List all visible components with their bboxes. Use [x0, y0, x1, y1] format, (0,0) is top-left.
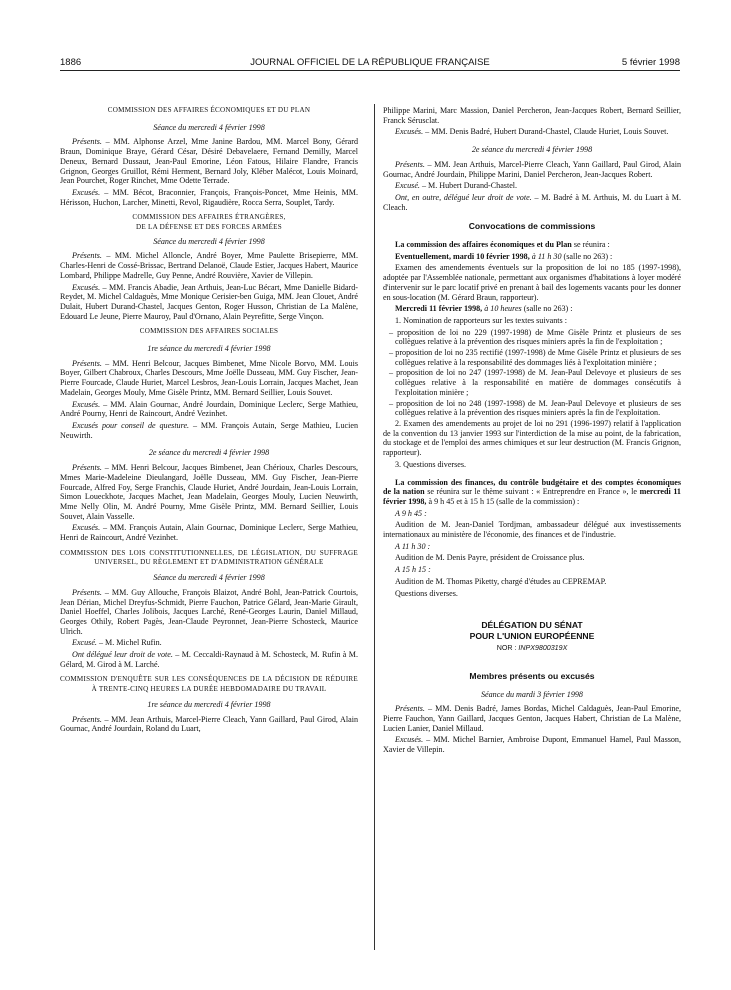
hearing-paragraph: Audition de M. Thomas Piketty, chargé d'études au CEPREMAP. [395, 576, 607, 586]
agenda-list [383, 328, 681, 418]
present-paragraph: Présents. – MM. Jean Arthuis, Marcel-Pierre Cleach, Yann Gaillard, Paul Girod, Alain Gournac, André Jourdain, Roland du Luart, [60, 714, 358, 734]
present-paragraph: Présents. – MM. Guy Allouche, François Blaizot, André Bohl, Jean-Patrick Courtois, Jean Dérian, Michel Dreyfus-Schmidt, Pierre Fauchon, Patrice Gélard, Jean-Marie Girault, Daniel Hoeffel, Charles Jolibois, Jacques Larché, René-Georges Laurin, Daniel Millaud, Georges Othily, Robert Pagès, Jean-Claude Peyronnet, Jean-Pierre Schosteck, Maurice Ulrich. [60, 587, 358, 636]
hearing-paragraph: Audition de M. Jean-Daniel Tordjman, ambassadeur délégué aux investissements internationaux au ministère de l'économie, des finances et de l'industrie. [383, 520, 681, 540]
excused-paragraph: Excusés. – MM. Bécot, Braconnier, François, François-Poncet, Mme Heinis, MM. Hérisson, Huchon, Larcher, Minetti, Revol, Rigaudière, Rocca Serra, Souplet, Tardy. [60, 187, 358, 207]
delegation-heading: DÉLÉGATION DU SÉNAT POUR L'UNION EUROPÉENNE [469, 620, 595, 642]
list-item: – proposition de loi no 248 (1997-1998) de M. Jean-Paul Delevoye et plusieurs de ses collègues relative à la prévention des risques miniers après la fin de l'exploitation. [389, 398, 681, 418]
header-rule [60, 70, 680, 71]
convocation-intro: La commission des affaires économiques et du Plan se réunira : [395, 240, 610, 250]
excused-paragraph: Excusés. – MM. François Autain, Alain Gournac, Dominique Leclerc, Serge Mathieu, Henri de Raincourt, André Vezinhet. [60, 523, 358, 543]
section-title: COMMISSION DES LOIS CONSTITUTIONNELLES, DE LÉGISLATION, DU SUFFRAGE UNIVERSEL, DU RÈGLEMENT ET D'ADMINISTRATION GÉNÉRALE [60, 548, 358, 567]
session-date: 2e séance du mercredi 4 février 1998 [471, 145, 593, 155]
section-title: COMMISSION DES AFFAIRES ÉTRANGÈRES, DE LA DÉFENSE ET DES FORCES ARMÉES [132, 213, 286, 232]
time-slot: A 9 h 45 : [395, 508, 427, 518]
session-date: 1re séance du mercredi 4 février 1998 [147, 344, 271, 354]
meeting-time: Mercredi 11 février 1998, à 10 heures (salle no 263) : [395, 304, 573, 314]
agenda-paragraph: Examen des amendements éventuels sur la proposition de loi no 185 (1997-1998), adoptée par l'Assemblée nationale, permettant aux organismes d'habitations à loyer modéré d'intervenir sur le parc locatif privé en prenant à bail des logements vacants pour les donner en sous-location (M. Gérard Braun, rapporteur). [383, 263, 681, 302]
page-number: 1886 [60, 57, 82, 68]
list-item: – proposition de loi no 247 (1997-1998) de M. Jean-Paul Delevoye et plusieurs de ses collègues relative à la responsabilité en matière de dommages consécutifs à l'exploitation minière ; [389, 368, 681, 397]
excused-paragraph: Excusés. – MM. Michel Barnier, Ambroise Dupont, Emmanuel Hamel, Paul Masson, Xavier de Villepin. [383, 735, 681, 755]
delegated-vote-paragraph: Ont délégué leur droit de vote. – M. Ceccaldi-Raynaud à M. Schosteck, M. Rufin à M. Gélard, M. Girod à M. Larché. [60, 650, 359, 669]
column-divider [374, 104, 375, 950]
present-paragraph: Présents. – MM. Alphonse Arzel, Mme Janine Bardou, MM. Marcel Bony, Gérard Braun, Dominique Braye, Gérard César, Désiré Debavelaere, Fernand Demilly, Marcel Deneux, Bernard Dussaut, Jean-Paul Emorine, Léon Fatous, Hilaire Flandre, Francis Grignon, Georges Gruillot, Rémi Herment, Bernard Joly, Kléber Malécot, Louis Moinard, Jean Pourchet, Roger Rinchet, Mme Odette Terrade. [60, 137, 358, 186]
present-paragraph: Présents. – MM. Jean Arthuis, Marcel-Pierre Cleach, Yann Gaillard, Paul Girod, Alain Gournac, André Jourdain, Philippe Marini, Daniel Percheron, Jean-Jacques Robert. [383, 159, 681, 179]
right-column [383, 106, 681, 757]
session-date: 1re séance du mercredi 4 février 1998 [147, 699, 271, 709]
meeting-time: Eventuellement, mardi 10 février 1998, à 11 h 30 (salle no 263) : [395, 251, 613, 261]
delegated-vote-paragraph: Ont, en outre, délégué leur droit de vote. – M. Badré à M. Arthuis, M. du Luart à M. Cleach. [383, 192, 681, 212]
excused-paragraph: Excusés. – MM. Alain Gournac, André Jourdain, Dominique Leclerc, Serge Mathieu, André Pourny, Henri de Raincourt, André Vezinhet. [60, 399, 358, 419]
session-date: Séance du mercredi 4 février 1998 [153, 236, 265, 246]
session-date: Séance du mercredi 4 février 1998 [153, 573, 265, 583]
section-title: COMMISSION D'ENQUÊTE SUR LES CONSÉQUENCES DE LA DÉCISION DE RÉDUIRE À TRENTE-CINQ HEURES LA DURÉE HEBDOMADAIRE DU TRAVAIL [60, 675, 358, 694]
excused-paragraph: Excusé. – M. Hubert Durand-Chastel. [395, 181, 518, 191]
agenda-item: 3. Questions diverses. [395, 459, 467, 469]
session-date: 2e séance du mercredi 4 février 1998 [148, 448, 270, 458]
list-item: – proposition de loi no 235 rectifié (1997-1998) de Mme Gisèle Printz et plusieurs de ses collègues relative à la responsabilité des dommages liés à l'exploitation minière ; [389, 348, 681, 367]
agenda-item: 1. Nomination de rapporteurs sur les textes suivants : [395, 315, 567, 325]
continued-paragraph: Philippe Marini, Marc Massion, Daniel Percheron, Jean-Jacques Robert, Bernard Seillier, Franck Sérusclat. [383, 106, 681, 125]
section-title: COMMISSION DES AFFAIRES ÉCONOMIQUES ET DU PLAN [107, 106, 311, 114]
time-slot: A 15 h 15 : [395, 565, 431, 575]
agenda-item: 2. Examen des amendements au projet de loi no 291 (1996-1997) relatif à l'application de la convention du 13 janvier 1993 sur l'interdiction de la mise au point, de la fabrication, du stockage et de l'emploi des armes chimiques et sur leur destruction (M. Francis Grignon, rapporteur). [383, 418, 681, 458]
excused-paragraph: Excusés. – MM. Denis Badré, Hubert Durand-Chastel, Claude Huriet, Louis Souvet. [395, 127, 669, 137]
present-paragraph: Présents. – MM. Henri Belcour, Jacques Bimbenet, Jean Chérioux, Charles Descours, Mmes Marie-Madeleine Dieulangard, Joëlle Dusseau, MM. Guy Fischer, Jean-Pierre Fourcade, Alfred Foy, Serge Franchis, Claude Huriet, André Jourdain, Jean-Louis Lorrain, Simon Loueckhote, Jacques Machet, Jean Madelain, Georges Mouly, Lucien Neuwirth, Mme Nelly Olin, M. André Pourny, Mme Gisèle Printz, MM. Bernard Seillier, Louis Souvet, Alain Vasselle. [60, 463, 358, 521]
section-title: COMMISSION DES AFFAIRES SOCIALES [139, 327, 279, 336]
nor-reference: NOR : INPX9800319X [496, 644, 568, 653]
present-paragraph: Présents. – MM. Michel Alloncle, André Boyer, Mme Paulette Brisepierre, MM. Charles-Henri de Cossé-Brissac, Bertrand Delanoë, Claude Estier, Jacques Habert, Maurice Lombard, Philippe Madrelle, Guy Penne, André Rouvière, Xavier de Villepin. [60, 251, 358, 280]
journal-title: JOURNAL OFFICIEL DE LA RÉPUBLIQUE FRANÇAISE [250, 57, 490, 68]
present-paragraph: Présents. – MM. Henri Belcour, Jacques Bimbenet, Mme Nicole Borvo, MM. Louis Boyer, Gilbert Chabroux, Charles Descours, Mme Joëlle Dusseau, MM. Guy Fischer, Jean-Pierre Fourcade, Claude Huriet, Marcel Lesbros, Jean-Louis Lorrain, Jacques Machet, Jean Madelain, Georges Mouly, Mme Gisèle Printz, MM. Bernard Seillier, Louis Souvet. [60, 358, 358, 397]
excused-paragraph: Excusés. – MM. Francis Abadie, Jean Arthuis, Jean-Luc Bécart, Mme Danielle Bidard-Reydet, M. Michel Caldaguès, Mme Monique Cerisier-ben Guiga, MM. Jean Clouet, André Dulait, Hubert Durand-Chastel, Jacques Genton, Roger Husson, Christian de La Malène, Edouard Le Jeune, Pierre Mauroy, Paul d'Ornano, Alain Peyrefitte, Serge Vinçon. [60, 282, 358, 321]
hearing-paragraph: Audition de M. Denis Payre, président de Croissance plus. [395, 553, 585, 563]
convocations-heading: Convocations de commissions [468, 221, 596, 232]
issue-date: 5 février 1998 [621, 57, 680, 68]
members-heading: Membres présents ou excusés [469, 670, 595, 681]
left-column [60, 106, 358, 736]
session-date: Séance du mercredi 4 février 1998 [153, 122, 265, 132]
session-date: Séance du mardi 3 février 1998 [481, 689, 583, 699]
time-slot: A 11 h 30 : [395, 541, 431, 551]
excused-questure-paragraph: Excusés pour conseil de questure. – MM. François Autain, Serge Mathieu, Lucien Neuwirth. [60, 420, 358, 440]
present-paragraph: Présents. – MM. Denis Badré, James Bordas, Michel Caldaguès, Jean-Paul Emorine, Pierre Fauchon, Yann Gaillard, Jacques Genton, Jacques Habert, Christian de La Malène, Lucien Lanier, Daniel Millaud. [383, 704, 681, 733]
list-item: – proposition de loi no 229 (1997-1998) de Mme Gisèle Printz et plusieurs de ses collègues relative à la prévention des risques miniers après la fin de l'exploitation ; [389, 327, 681, 347]
excused-paragraph: Excusé. – M. Michel Rufin. [72, 638, 162, 648]
agenda-item: Questions diverses. [395, 588, 458, 598]
convocation-intro: La commission des finances, du contrôle budgétaire et des comptes économiques de la nation se réunira sur le thème suivant : « Entreprendre en France », le mercredi 11 février 1998, à 9 h 45 et à 15 h 15 (salle de la commission) : [383, 477, 681, 506]
